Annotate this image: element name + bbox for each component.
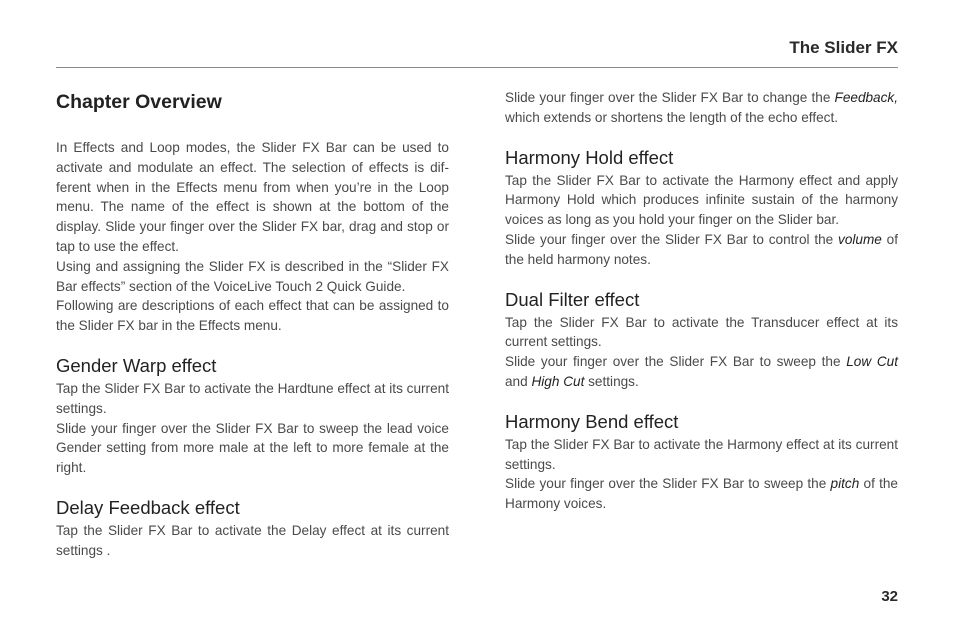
right-column [505,88,898,514]
term-pitch: pitch [830,476,860,492]
gender-warp-paragraph-1: Tap the Slider FX Bar to activate the Hardtune effect at its current settings. [56,380,449,416]
section-harmony-bend [505,409,898,514]
page-number: 32 [881,588,898,605]
section-title-gender-warp: Gender Warp effect [56,354,217,376]
text-run: and [505,373,532,389]
term-volume: volume [838,231,882,247]
section-title-harmony-bend: Harmony Bend effect [505,410,679,432]
text-run: Slide your finger over the Slider FX Bar to sweep the [505,354,847,370]
term-high-cut: High Cut [531,373,585,389]
text-run: Slide your finger over the Slider FX Bar to control the [505,231,839,247]
text-run: settings. [584,373,639,389]
dual-filter-paragraph-2 [505,352,898,392]
text-run: of the held harmony notes. [505,231,898,267]
intro-paragraph-2: Using and assigning the Slider FX is described in the “Slider FX Bar effects” section of the VoiceLive Touch 2 Quick Guide. [56,258,449,294]
section-harmony-hold [505,145,898,270]
section-title-harmony-hold: Harmony Hold effect [505,146,674,168]
term-low-cut: Low Cut [846,354,898,370]
delay-feedback-paragraph-1: Tap the Slider FX Bar to activate the Delay effect at its current settings . [56,522,449,558]
text-run: of the Harmony voices. [505,476,898,512]
section-gender-warp [56,353,449,478]
section-title-delay-feedback: Delay Feedback effect [56,496,240,518]
harmony-hold-paragraph-1: Tap the Slider FX Bar to activate the Harmony effect and apply Harmony Hold which produces infinite sustain of the harmony voices as long as you hold your finger on the Slider bar. [505,172,898,228]
text-run: Slide your finger over the Slider FX Bar to sweep the [505,476,831,492]
gender-warp-paragraph-2: Slide your finger over the Slider FX Bar to sweep the lead voice Gender setting from more male at the left to more female at the right. [56,420,449,476]
harmony-hold-paragraph-2 [505,230,898,270]
intro-paragraph-3: Following are descriptions of each effect that can be assigned to the Slider FX bar in the Effects menu. [56,298,449,334]
harmony-bend-paragraph-2 [505,474,898,514]
intro-paragraph-1: In Effects and Loop modes, the Slider FX Bar can be used to activate and modulate an effect. The selection of effects is dif-ferent when in the Effects menu from when you’re in the Loop menu. The name of the effect is shown at the bottom of the display. Slide your finger over the Slider FX bar, drag and stop or tap to use the effect. [56,140,449,254]
chapter-title: Chapter Overview [56,91,222,113]
left-column [56,88,449,561]
term-feedback: Feedback, [834,90,898,105]
delay-feedback-paragraph-2 [505,88,898,128]
header-rule [56,67,898,68]
section-delay-feedback [56,495,449,561]
dual-filter-paragraph-1: Tap the Slider FX Bar to activate the Transducer effect at its current settings. [505,314,898,350]
section-title-dual-filter: Dual Filter effect [505,288,640,310]
section-dual-filter [505,287,898,392]
harmony-bend-paragraph-1: Tap the Slider FX Bar to activate the Harmony effect at its current settings. [505,436,898,472]
text-run: Slide your finger over the Slider FX Bar to change the [505,90,835,105]
running-head-title: The Slider FX [789,38,898,57]
text-run: which extends or shortens the length of the echo effect. [505,109,839,125]
